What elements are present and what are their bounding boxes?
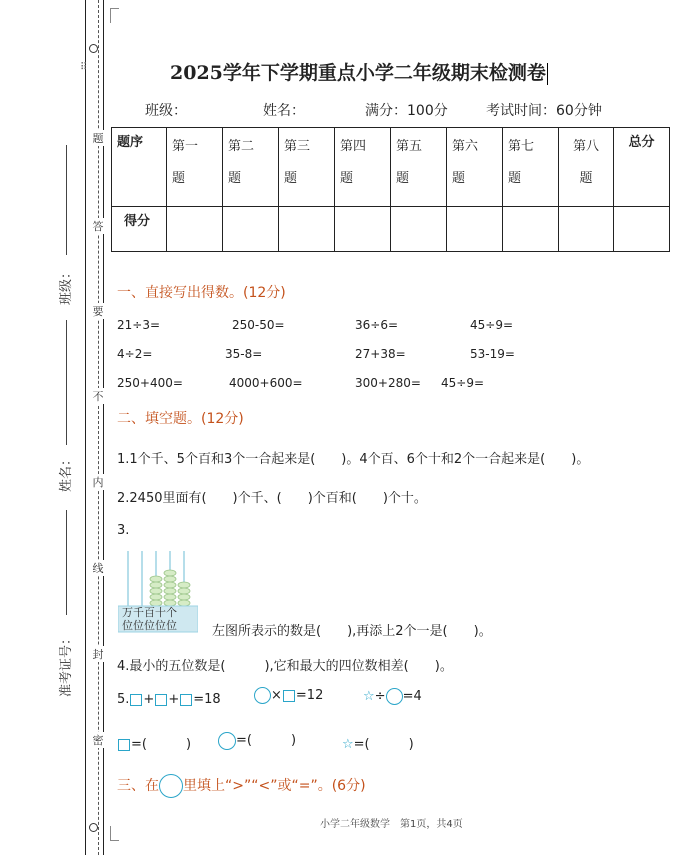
class-label: 班级： bbox=[145, 103, 187, 119]
name-fill-line bbox=[66, 320, 67, 445]
arith-item: 35-8= bbox=[225, 347, 263, 361]
question-5-eq2: × =12 bbox=[254, 687, 323, 704]
arith-item: 21÷3= bbox=[117, 318, 161, 332]
binding-char: 封 bbox=[92, 648, 104, 661]
arith-item: 27+38= bbox=[355, 347, 406, 361]
arith-item: 4÷2= bbox=[117, 347, 153, 361]
binding-dotted-line bbox=[98, 0, 99, 855]
arith-item: 300+280= bbox=[355, 376, 421, 390]
arith-item: 250+400= bbox=[117, 376, 183, 390]
corner-mark bbox=[110, 826, 119, 841]
score-cell[interactable] bbox=[559, 207, 614, 252]
binding-hole-top bbox=[89, 44, 98, 53]
binding-line-outer bbox=[85, 0, 86, 855]
binding-char: 内 bbox=[92, 476, 104, 489]
table-column-8: 第八 题 bbox=[559, 128, 614, 207]
question-5-eq3: ☆÷ =4 bbox=[363, 689, 422, 704]
square-icon bbox=[283, 690, 295, 702]
class-label-vertical: 班级： bbox=[59, 265, 74, 305]
arith-item: 250-50= bbox=[232, 318, 285, 332]
table-column-5: 第五 题 bbox=[391, 128, 447, 207]
abacus-place-labels: 万千百十个 位位位位位 bbox=[122, 606, 177, 632]
question-2: 2.2450里面有( )个千、( )个百和( )个十。 bbox=[117, 491, 427, 506]
answer-square: =( ) bbox=[117, 733, 191, 752]
page-title[interactable]: 2025学年下学期重点小学二年级期末检测卷 bbox=[170, 62, 546, 84]
name-label-vertical: 姓名： bbox=[59, 452, 74, 492]
table-header-label: 题序 bbox=[112, 128, 167, 207]
binding-hole-bottom bbox=[89, 823, 98, 832]
score-cell[interactable] bbox=[335, 207, 391, 252]
binding-char: 线 bbox=[92, 562, 104, 575]
score-cell[interactable] bbox=[447, 207, 503, 252]
class-fill-line bbox=[66, 145, 67, 255]
name-label: 姓名： bbox=[263, 103, 305, 119]
circle-icon bbox=[218, 732, 236, 750]
binding-char: 密 bbox=[92, 734, 104, 747]
table-column-6: 第六 题 bbox=[447, 128, 503, 207]
square-icon bbox=[180, 694, 192, 706]
section-3-heading: 三、在 里填上“>”“<”或“=”。(6分) bbox=[117, 774, 366, 798]
circle-icon bbox=[159, 774, 183, 798]
table-column-2: 第二 题 bbox=[223, 128, 279, 207]
question-3-text: 左图所表示的数是( ),再添上2个一是( )。 bbox=[212, 624, 492, 639]
square-icon bbox=[118, 739, 130, 751]
question-3-label: 3. bbox=[117, 523, 130, 538]
score-cell[interactable] bbox=[279, 207, 335, 252]
score-cell[interactable] bbox=[503, 207, 559, 252]
square-icon bbox=[130, 694, 142, 706]
section-2-heading: 二、填空题。(12分) bbox=[117, 411, 244, 427]
table-column-1: 第一 题 bbox=[167, 128, 223, 207]
table-column-3: 第三 题 bbox=[279, 128, 335, 207]
question-4: 4.最小的五位数是( ),它和最大的四位数相差( )。 bbox=[117, 659, 453, 674]
circle-icon bbox=[254, 687, 271, 704]
arith-item: 4000+600= bbox=[229, 376, 303, 390]
square-icon bbox=[155, 694, 167, 706]
arith-item: 45÷9= bbox=[441, 376, 485, 390]
section-1-heading: 一、直接写出得数。(12分) bbox=[117, 285, 286, 301]
table-total-label: 总分 bbox=[614, 128, 670, 207]
arith-item: 53-19= bbox=[470, 347, 515, 361]
star-icon: ☆ bbox=[342, 737, 354, 752]
star-icon: ☆ bbox=[363, 689, 375, 704]
arith-item: 36÷6= bbox=[355, 318, 399, 332]
table-score-label: 得分 bbox=[112, 207, 167, 252]
drag-handle-icon[interactable]: ⠿ bbox=[80, 62, 87, 73]
question-1: 1.1个千、5个百和3个一合起来是( )。4个百、6个十和2个一合起来是( )。 bbox=[117, 452, 590, 467]
exam-no-label-vertical: 准考证号： bbox=[59, 631, 74, 697]
exam-no-fill-line bbox=[66, 510, 67, 615]
arith-item: 45÷9= bbox=[470, 318, 514, 332]
score-cell[interactable] bbox=[223, 207, 279, 252]
page-footer: 小学二年级数学 第1页，共4页 bbox=[320, 819, 463, 830]
score-cell[interactable] bbox=[167, 207, 223, 252]
binding-char: 要 bbox=[92, 305, 104, 318]
binding-char: 不 bbox=[92, 390, 104, 403]
corner-mark bbox=[110, 8, 119, 23]
exam-time: 考试时间：60分钟 bbox=[486, 103, 602, 119]
text-cursor bbox=[547, 63, 548, 85]
score-table bbox=[111, 127, 670, 252]
question-5-eq1: 5. + + =18 bbox=[117, 692, 221, 707]
answer-star: ☆=( ) bbox=[342, 737, 414, 752]
circle-icon bbox=[386, 688, 403, 705]
binding-char: 题 bbox=[92, 132, 104, 145]
binding-char: 答 bbox=[92, 220, 104, 233]
full-score: 满分：100分 bbox=[365, 103, 448, 119]
table-column-4: 第四 题 bbox=[335, 128, 391, 207]
binding-line-inner bbox=[103, 0, 104, 855]
score-cell[interactable] bbox=[391, 207, 447, 252]
score-cell[interactable] bbox=[614, 207, 670, 252]
answer-circle: =( ) bbox=[218, 729, 296, 750]
table-column-7: 第七 题 bbox=[503, 128, 559, 207]
